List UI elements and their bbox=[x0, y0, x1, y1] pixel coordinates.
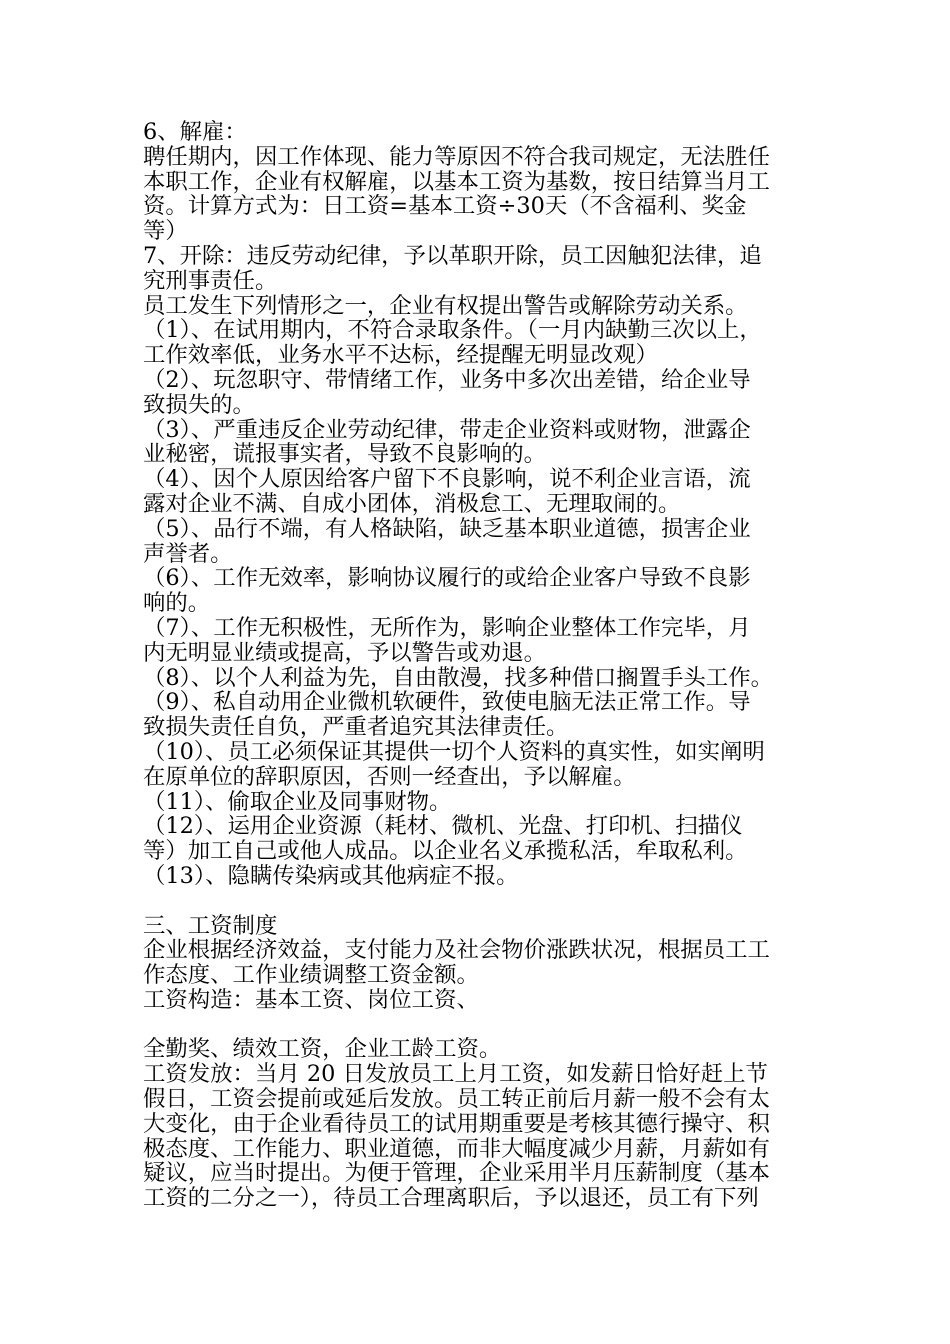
text-line: 7、开除：违反劳动纪律，予以革职开除，员工因触犯法律，追 bbox=[143, 242, 762, 269]
text-line: 员工发生下列情形之一，企业有权提出警告或解除劳动关系。 bbox=[143, 292, 748, 319]
text-line: 等）加工自己或他人成品。以企业名义承揽私活，牟取私利。 bbox=[143, 838, 748, 865]
document-page bbox=[143, 120, 815, 1211]
text-line: 聘任期内，因工作体现、能力等原因不符合我司规定，无法胜任 bbox=[143, 143, 770, 170]
text-line: （4）、因个人原因给客户留下不良影响，说不利企业言语，流 bbox=[143, 466, 751, 493]
blank-line bbox=[143, 1013, 815, 1038]
text-line: （7）、工作无积极性，无所作为，影响企业整体工作完毕，月 bbox=[143, 614, 751, 641]
text-line: （12）、运用企业资源（耗材、微机、光盘、打印机、扫描仪 bbox=[143, 813, 743, 840]
text-line: 三、工资制度 bbox=[143, 912, 278, 939]
text-line: 声誉者。 bbox=[143, 540, 233, 567]
blank-line bbox=[143, 889, 815, 914]
text-line: 工作效率低，业务水平不达标，经提醒无明显改观） bbox=[143, 342, 658, 369]
text-line: 疑议，应当时提出。为便于管理，企业采用半月压薪制度（基本 bbox=[143, 1160, 770, 1187]
text-line: （5）、品行不端，有人格缺陷，缺乏基本职业道德，损害企业 bbox=[143, 515, 751, 542]
text-line: （10）、员工必须保证其提供一切个人资料的真实性，如实阐明 bbox=[143, 738, 765, 765]
text-line: （9）、私自动用企业微机软硬件，致使电脑无法正常工作。导 bbox=[143, 689, 751, 716]
text-line: 工资发放：当月 20 日发放员工上月工资，如发薪日恰好赶上节 bbox=[143, 1061, 768, 1088]
text-line: 内无明显业绩或提高，予以警告或劝退。 bbox=[143, 639, 547, 666]
text-line: 致损失责任自负，严重者追究其法律责任。 bbox=[143, 714, 569, 741]
text-line: 作态度、工作业绩调整工资金额。 bbox=[143, 962, 479, 989]
text-line: 大变化，由于企业看待员工的试用期重要是考核其德行操守、积 bbox=[143, 1110, 770, 1137]
text-line: 资。计算方式为：日工资=基本工资÷30天（不含福利、奖金 bbox=[143, 193, 747, 220]
text-line: 6、解雇： bbox=[143, 119, 247, 145]
text-line: 工资构造：基本工资、岗位工资、 bbox=[143, 986, 479, 1013]
text-line: （8）、以个人利益为先，自由散漫，找多种借口搁置手头工作。 bbox=[143, 664, 773, 691]
text-line: 工资的二分之一），待员工合理离职后，予以退还，员工有下列 bbox=[143, 1185, 759, 1212]
text-line: 致损失的。 bbox=[143, 391, 255, 418]
text-line: （11）、偷取企业及同事财物。 bbox=[143, 788, 452, 815]
text-line: （1）、在试用期内，不符合录取条件。（一月内缺勤三次以上， bbox=[143, 317, 762, 344]
text-line: 业秘密，谎报事实者，导致不良影响的。 bbox=[143, 441, 547, 468]
text-line: （2）、玩忽职守、带情绪工作，业务中多次出差错，给企业导 bbox=[143, 366, 751, 393]
text-line: （3）、严重违反企业劳动纪律，带走企业资料或财物，泄露企 bbox=[143, 416, 751, 443]
text-line: 企业根据经济效益，支付能力及社会物价涨跌状况，根据员工工 bbox=[143, 937, 770, 964]
text-line: 极态度、工作能力、职业道德，而非大幅度减少月薪，月薪如有 bbox=[143, 1135, 770, 1162]
text-line: （13）、隐瞒传染病或其他病症不报。 bbox=[143, 862, 519, 889]
text-line: 露对企业不满、自成小团体，消极怠工、无理取闹的。 bbox=[143, 490, 681, 517]
text-line: 等） bbox=[143, 218, 188, 245]
text-line: 响的。 bbox=[143, 590, 211, 617]
text-line: 假日，工资会提前或延后发放。员工转正前后月薪一般不会有太 bbox=[143, 1086, 770, 1113]
text-line: （6）、工作无效率，影响协议履行的或给企业客户导致不良影 bbox=[143, 565, 751, 592]
text-line: 本职工作，企业有权解雇，以基本工资为基数，按日结算当月工 bbox=[143, 168, 770, 195]
text-line: 究刑事责任。 bbox=[143, 267, 278, 294]
text-line: 在原单位的辞职原因，否则一经查出，予以解雇。 bbox=[143, 763, 636, 790]
text-line: 全勤奖、绩效工资，企业工龄工资。 bbox=[143, 1036, 502, 1063]
